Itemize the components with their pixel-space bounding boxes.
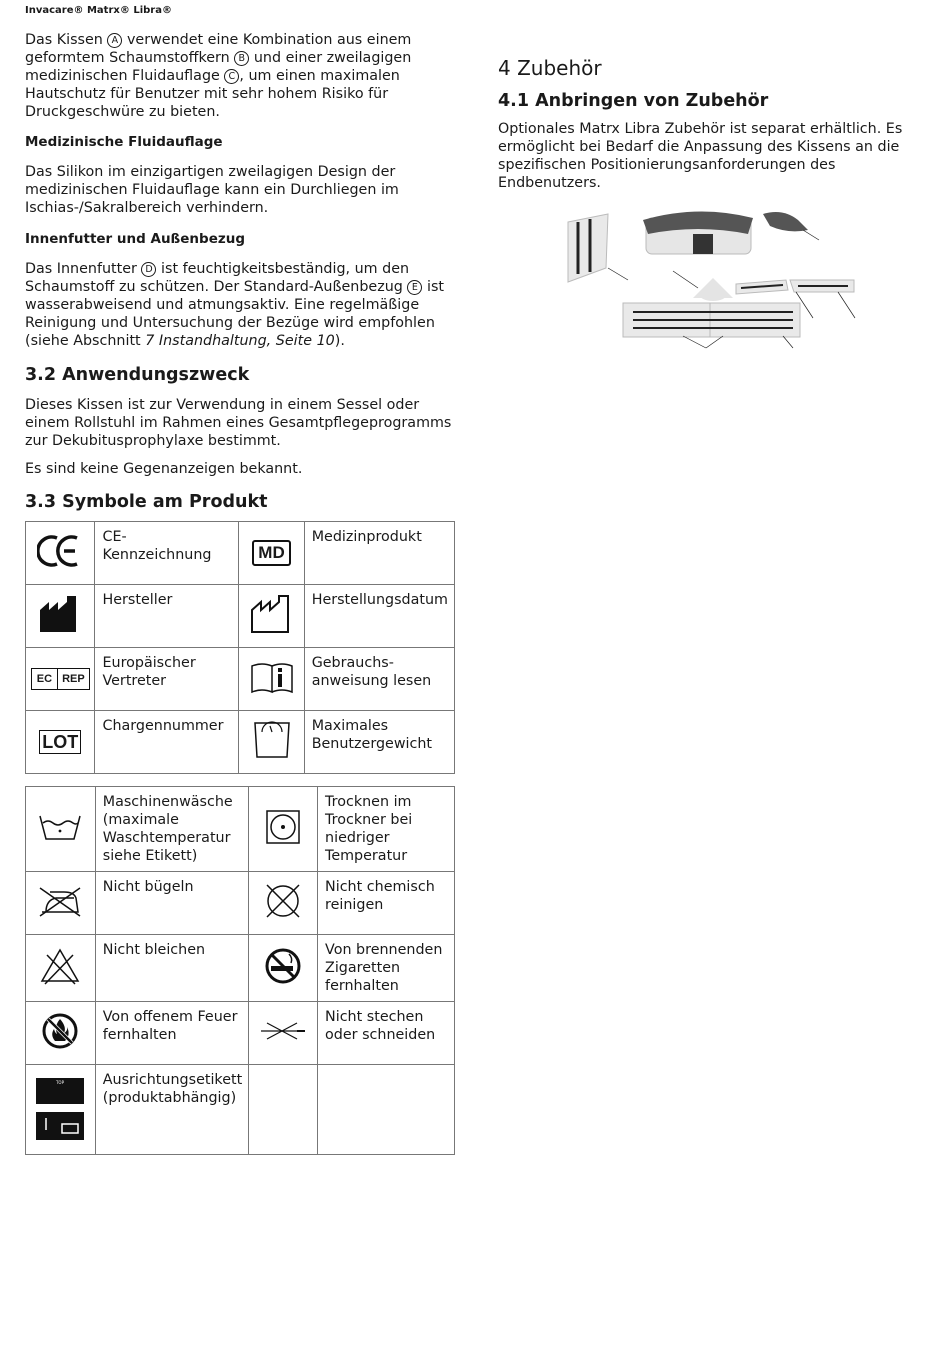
symbol-row <box>26 1002 455 1065</box>
running-header: Invacare® Matrx® Libra® <box>25 5 172 16</box>
callout-marker: D <box>141 262 156 277</box>
no-iron-icon <box>26 872 96 935</box>
symbol-label: Nicht chemisch reinigen <box>318 872 455 935</box>
symbol-row <box>26 648 455 711</box>
callout-marker: A <box>107 33 122 48</box>
chapter-4-title: 4 Zubehör <box>498 56 602 80</box>
section-4-1-title: 4.1 Anbringen von Zubehör <box>498 91 769 111</box>
symbol-row <box>26 872 455 935</box>
callout-marker: B <box>234 51 249 66</box>
symbol-label: Maximales Benutzergewicht <box>304 711 454 774</box>
symbol-label: Maschinenwäsche (maximale Waschtemperatur siehe Etikett) <box>95 787 248 872</box>
symbol-label: Ausrichtungsetikett (produktabhängig) <box>95 1065 248 1155</box>
symbol-label: CE-Kennzeichnung <box>95 522 239 585</box>
md-icon: MD <box>239 522 304 585</box>
right-column <box>498 56 924 403</box>
left-column <box>25 31 455 1155</box>
cover-subheading: Innenfutter und Außenbezug <box>25 231 245 247</box>
no-open-flame-icon <box>26 1002 96 1065</box>
symbols-table-regulatory <box>25 521 455 774</box>
intro-paragraph: Das Kissen A verwendet eine Kombination aus einem geformtem Schaumstoffkern B und einer zweilagigen medizinischen Fluidauflage C , um einen maximalen Hautschutz für Benutzer mit sehr hohem Risiko für Druckgeschwüre zu bieten. <box>25 32 412 120</box>
no-cigarette-icon <box>249 935 318 1002</box>
purpose-paragraph: Dieses Kissen ist zur Verwendung in einem Sessel oder einem Rollstuhl im Rahmen eines Gesamtpflegeprogramms zur Dekubitusprophylaxe bestimmt. <box>25 397 452 449</box>
svg-text:TOP: TOP <box>56 1080 65 1085</box>
figure-4-1 <box>498 208 924 403</box>
no-dry-clean-icon <box>249 872 318 935</box>
symbol-label: Trocknen im Trockner bei niedriger Temperatur <box>318 787 455 872</box>
fluid-subheading: Medizinische Fluidauflage <box>25 134 223 150</box>
symbol-row <box>26 522 455 585</box>
accessory-intro-paragraph: Optionales Matrx Libra Zubehör ist separat erhältlich. Es ermöglicht bei Bedarf die Anpassung des Kissens an die spezifischen Positionierungsanforderungen des Endbenutzers. <box>498 121 903 191</box>
empty-cell <box>249 1065 318 1155</box>
max-weight-icon <box>239 711 304 774</box>
accessory-parts-photo <box>498 208 924 378</box>
symbol-row <box>26 935 455 1002</box>
symbol-label: Von offenem Feuer fernhalten <box>95 1002 248 1065</box>
ec-rep-icon: EC REP <box>26 648 95 711</box>
symbol-label: Nicht bleichen <box>95 935 248 1002</box>
symbol-label: Hersteller <box>95 585 239 648</box>
tumble-dry-low-icon <box>249 787 318 872</box>
machine-wash-icon <box>26 787 96 872</box>
symbol-label: Von brennenden Zigaretten fernhalten <box>318 935 455 1002</box>
section-3-2-title: 3.2 Anwendungszweck <box>25 365 250 385</box>
symbol-label <box>318 1065 455 1155</box>
section-3-3-title: 3.3 Symbole am Produkt <box>25 492 268 512</box>
symbol-row <box>26 711 455 774</box>
ce-mark-icon <box>26 522 95 585</box>
fluid-paragraph: Das Silikon im einzigartigen zweilagigen Design der medizinischen Fluidauflage kann ein Durchliegen im Ischias-/Sakralbereich verhindern. <box>25 164 399 216</box>
section-reference[interactable]: 7 Instandhaltung, Seite 10 <box>145 333 335 349</box>
symbol-label: Chargennummer <box>95 711 239 774</box>
symbol-row <box>26 585 455 648</box>
callout-marker: C <box>224 69 239 84</box>
symbol-label: Nicht bügeln <box>95 872 248 935</box>
contraindication-paragraph: Es sind keine Gegenanzeigen bekannt. <box>25 461 303 477</box>
symbol-row <box>26 1065 455 1155</box>
manufacturer-icon <box>26 585 95 648</box>
symbol-label: Gebrauchs-anweisung lesen <box>304 648 454 711</box>
lot-icon: LOT <box>26 711 95 774</box>
no-puncture-icon <box>249 1002 318 1065</box>
orientation-label-icon <box>26 1065 96 1155</box>
symbol-label: Herstellungsdatum <box>304 585 454 648</box>
cover-paragraph: Das Innenfutter D ist feuchtigkeitsbeständig, um den Schaumstoff zu schützen. Der Standard-Außenbezug E ist wasserabweisend und atmungsaktiv. Eine regelmäßige Reinigung und Untersuchung der Bezüge wird empfohlen (siehe Abschnitt 7 Instandhaltung, Seite 10). <box>25 261 444 349</box>
instructions-icon <box>239 648 304 711</box>
symbol-label: Medizinprodukt <box>304 522 454 585</box>
symbol-label: Europäischer Vertreter <box>95 648 239 711</box>
manufacture-date-icon <box>239 585 304 648</box>
callout-marker: E <box>407 280 422 295</box>
symbol-label: Nicht stechen oder schneiden <box>318 1002 455 1065</box>
no-bleach-icon <box>26 935 96 1002</box>
symbols-table-care <box>25 786 455 1155</box>
symbol-row <box>26 787 455 872</box>
